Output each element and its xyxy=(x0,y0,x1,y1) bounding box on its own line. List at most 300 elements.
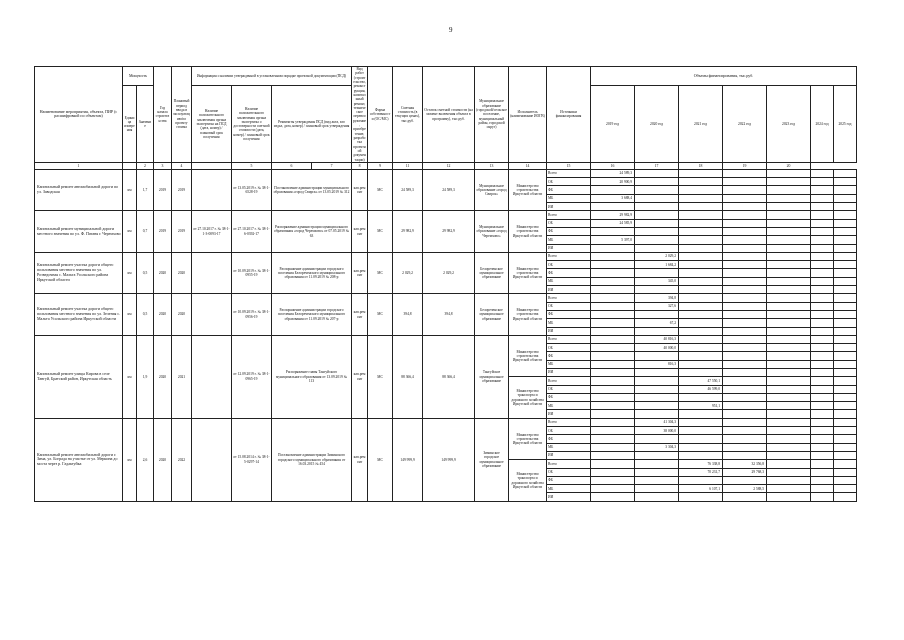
amount-2022 xyxy=(723,335,767,343)
amount-2023 xyxy=(767,261,811,269)
amount-2020 xyxy=(635,460,679,468)
table-row xyxy=(35,252,857,260)
amount-2020 xyxy=(635,236,679,244)
col-number: 15 xyxy=(547,162,591,169)
amount-2022 xyxy=(723,244,767,252)
amount-2023 xyxy=(767,369,811,377)
amount-2023 xyxy=(767,352,811,360)
source-label: МБ xyxy=(547,360,591,368)
amount-2022: 2 588,5 xyxy=(723,485,767,493)
source-label: ИИ xyxy=(547,410,591,418)
amount-2020 xyxy=(635,393,679,401)
amount-2025 xyxy=(834,377,857,385)
source-label: Всего xyxy=(547,335,591,343)
amount-2019 xyxy=(591,302,635,310)
amount-2024 xyxy=(811,236,834,244)
ownership-cell: МС xyxy=(368,418,393,501)
amount-2024 xyxy=(811,169,834,177)
amount-2021 xyxy=(679,369,723,377)
amount-2024 xyxy=(811,393,834,401)
amount-2022 xyxy=(723,410,767,418)
amount-2020: 1 684,2 xyxy=(635,261,679,269)
amount-2025 xyxy=(834,186,857,194)
hdr-positive-expertise: Наличие положительного заключения органа экспертизы на ПСД (дата, номер) / плановый срок получения xyxy=(192,86,232,162)
amount-2020: 816,3 xyxy=(635,360,679,368)
amount-2023 xyxy=(767,169,811,177)
hdr-sources: Источники финансирования xyxy=(547,67,591,163)
amount-2024 xyxy=(811,460,834,468)
amount-2024 xyxy=(811,402,834,410)
amount-2025 xyxy=(834,286,857,294)
col-number: 12 xyxy=(423,162,475,169)
amount-2023 xyxy=(767,327,811,335)
source-label: ФБ xyxy=(547,186,591,194)
amount-2020: 67,2 xyxy=(635,319,679,327)
amount-2024 xyxy=(811,319,834,327)
expertise-cell xyxy=(192,335,232,418)
amount-2025 xyxy=(834,393,857,401)
amount-2023 xyxy=(767,393,811,401)
amount-2025 xyxy=(834,352,857,360)
amount-2021 xyxy=(679,393,723,401)
amount-2025 xyxy=(834,443,857,451)
amount-2021 xyxy=(679,194,723,202)
col-number xyxy=(192,162,232,169)
amount-2021: 6 107,1 xyxy=(679,485,723,493)
expertise-cell: от 27.10.2017 г. № 38-1-1-3-0093-17 xyxy=(192,211,232,252)
executor-cell: Министерство строительства Иркутской области xyxy=(509,294,547,335)
cost-check-cell: от 13.05.2019 г. № 38-1-6528-19 xyxy=(232,169,272,210)
municipality-cell: Тангуйское муниципальное образование xyxy=(475,335,509,418)
amount-2020 xyxy=(635,410,679,418)
value-cell: 1,9 xyxy=(137,335,154,418)
amount-2020: 3 304,3 xyxy=(635,443,679,451)
amount-2022 xyxy=(723,310,767,318)
amount-2021 xyxy=(679,360,723,368)
amount-2024 xyxy=(811,227,834,235)
approval-cell: Распоряжение администрации муниципального образования «город Черемхово» от 07.05.2019 № 63 xyxy=(272,211,352,252)
table-row xyxy=(35,418,857,426)
source-label: ФБ xyxy=(547,476,591,484)
amount-2022 xyxy=(723,302,767,310)
amount-2022 xyxy=(723,269,767,277)
amount-2019 xyxy=(591,485,635,493)
amount-2025 xyxy=(834,493,857,501)
amount-2023 xyxy=(767,203,811,211)
col-number: 17 xyxy=(635,162,679,169)
amount-2022 xyxy=(723,319,767,327)
expertise-cell xyxy=(192,294,232,335)
amount-2021 xyxy=(679,493,723,501)
unit-cell: км xyxy=(123,169,137,210)
hdr-psd-info: Информация о наличии утвержденной в установленном порядке проектной документации (ПСД) xyxy=(192,67,352,86)
municipality-cell: Белореченское муниципальное образование xyxy=(475,294,509,335)
amount-2021 xyxy=(679,169,723,177)
amount-2024 xyxy=(811,261,834,269)
col-number: 20 xyxy=(767,162,811,169)
amount-2022 xyxy=(723,236,767,244)
amount-2025 xyxy=(834,418,857,426)
hdr-executor: Исполнитель (наименование ИОГВ) xyxy=(509,67,547,163)
amount-2021 xyxy=(679,418,723,426)
amount-2019 xyxy=(591,227,635,235)
amount-2024 xyxy=(811,327,834,335)
estimate-cell: 2 029,2 xyxy=(393,252,423,293)
amount-2021 xyxy=(679,435,723,443)
object-name: Капитальный ремонт автомобильной дороги г. Зима, ул. Бограда на участке от ул. Меркина до моста через р. Гадактуйка xyxy=(35,418,123,501)
amount-2019 xyxy=(591,377,635,385)
approval-cell: Распоряжение главы Тангуйского муниципального образования от 13.09.2019 № 113 xyxy=(272,335,352,418)
amount-2025 xyxy=(834,194,857,202)
amount-2022: 29 768,3 xyxy=(723,468,767,476)
amount-2023 xyxy=(767,402,811,410)
amount-2021 xyxy=(679,286,723,294)
source-label: ОБ xyxy=(547,344,591,352)
amount-2019 xyxy=(591,468,635,476)
amount-2024 xyxy=(811,310,834,318)
start-year-cell: 2020 xyxy=(154,252,172,293)
amount-2023 xyxy=(767,476,811,484)
amount-2024 xyxy=(811,468,834,476)
start-year-cell: 2019 xyxy=(154,211,172,252)
amount-2025 xyxy=(834,302,857,310)
amount-2021 xyxy=(679,244,723,252)
source-label: ФБ xyxy=(547,310,591,318)
unit-cell: км xyxy=(123,294,137,335)
amount-2025 xyxy=(834,269,857,277)
hdr-unit: Единица измерения xyxy=(123,86,137,162)
estimate-cell: 88 366,4 xyxy=(393,335,423,418)
plan-year-cell: 2019 xyxy=(172,169,192,210)
col-number: 5 xyxy=(232,162,272,169)
amount-2022 xyxy=(723,169,767,177)
source-label: МБ xyxy=(547,402,591,410)
amount-2025 xyxy=(834,410,857,418)
amount-2021 xyxy=(679,335,723,343)
amount-2021: 47 550,1 xyxy=(679,377,723,385)
approval-cell: Распоряжение администрации городского поселения Белореченского муниципального образования от 11.09.2019 № 208-р xyxy=(272,252,352,293)
amount-2025 xyxy=(834,211,857,219)
amount-2019 xyxy=(591,335,635,343)
source-label: МБ xyxy=(547,319,591,327)
amount-2020 xyxy=(635,310,679,318)
amount-2023 xyxy=(767,360,811,368)
amount-2024 xyxy=(811,252,834,260)
amount-2022 xyxy=(723,261,767,269)
amount-2023 xyxy=(767,344,811,352)
amount-2019 xyxy=(591,402,635,410)
amount-2025 xyxy=(834,476,857,484)
hdr-start-year: Год начала строительства xyxy=(154,67,172,163)
amount-2021 xyxy=(679,327,723,335)
approval-cell: Распоряжение администрации городского поселения Белореченского муниципального образования от 11.09.2019 № 207-р xyxy=(272,294,352,335)
amount-2019 xyxy=(591,451,635,459)
object-name: Капитальный ремонт участка дороги общего пользования местного значения по ул. Зеленая с. Мальта Усольского района Иркутской области xyxy=(35,294,123,335)
table-row xyxy=(35,335,857,343)
amount-2025 xyxy=(834,294,857,302)
hdr-value: Значение xyxy=(137,86,154,162)
works-type-cell: кап.ремонт xyxy=(352,294,368,335)
hdr-approval-details: Реквизиты утверждения ПСД (вид акта, кто издал, дата, номер) / плановый срок утверждения xyxy=(272,86,352,162)
amount-2020: 38 000,0 xyxy=(635,427,679,435)
amount-2023 xyxy=(767,286,811,294)
cost-check-cell: от 15.08.2014 г. № 38-1-5-0297-14 xyxy=(232,418,272,501)
amount-2025 xyxy=(834,485,857,493)
table-row xyxy=(35,211,857,219)
remaining-cell: 394,8 xyxy=(423,294,475,335)
hdr-year-4: 2023 год xyxy=(767,86,811,162)
amount-2021 xyxy=(679,203,723,211)
executor-cell: Министерство строительства Иркутской области xyxy=(509,211,547,252)
amount-2023 xyxy=(767,178,811,186)
amount-2024 xyxy=(811,427,834,435)
amount-2024 xyxy=(811,203,834,211)
start-year-cell: 2019 xyxy=(154,169,172,210)
amount-2021 xyxy=(679,219,723,227)
source-label: ОБ xyxy=(547,178,591,186)
amount-2019 xyxy=(591,269,635,277)
amount-2019: 24 589,3 xyxy=(591,169,635,177)
source-label: ИИ xyxy=(547,244,591,252)
amount-2019 xyxy=(591,418,635,426)
source-label: ОБ xyxy=(547,261,591,269)
amount-2025 xyxy=(834,252,857,260)
amount-2021 xyxy=(679,252,723,260)
amount-2022 xyxy=(723,385,767,393)
col-number: 7 xyxy=(312,162,352,169)
source-label: Всего xyxy=(547,377,591,385)
works-type-cell: кап.ремонт xyxy=(352,252,368,293)
amount-2020 xyxy=(635,203,679,211)
amount-2022 xyxy=(723,402,767,410)
municipality-cell: Белореченское муниципальное образование xyxy=(475,252,509,293)
amount-2020: 40 816,3 xyxy=(635,335,679,343)
amount-2020: 345,0 xyxy=(635,277,679,285)
amount-2022 xyxy=(723,252,767,260)
amount-2024 xyxy=(811,451,834,459)
amount-2019 xyxy=(591,410,635,418)
amount-2019 xyxy=(591,385,635,393)
works-type-cell: кап.ремонт xyxy=(352,418,368,501)
amount-2025 xyxy=(834,178,857,186)
plan-year-cell: 2020 xyxy=(172,252,192,293)
source-label: ИИ xyxy=(547,286,591,294)
amount-2020 xyxy=(635,352,679,360)
amount-2019: 20 900,9 xyxy=(591,178,635,186)
remaining-cell: 24 589,3 xyxy=(423,169,475,210)
amount-2025 xyxy=(834,236,857,244)
amount-2022 xyxy=(723,227,767,235)
amount-2025 xyxy=(834,203,857,211)
amount-2021 xyxy=(679,302,723,310)
amount-2022 xyxy=(723,194,767,202)
amount-2025 xyxy=(834,435,857,443)
ownership-cell: МС xyxy=(368,169,393,210)
source-label: ОБ xyxy=(547,468,591,476)
start-year-cell: 2020 xyxy=(154,335,172,418)
amount-2020 xyxy=(635,485,679,493)
col-number: 14 xyxy=(509,162,547,169)
amount-2019 xyxy=(591,203,635,211)
col-number: 11 xyxy=(393,162,423,169)
amount-2023 xyxy=(767,302,811,310)
source-label: Всего xyxy=(547,211,591,219)
amount-2019 xyxy=(591,360,635,368)
amount-2024 xyxy=(811,186,834,194)
col-number: 1 xyxy=(35,162,123,169)
source-label: ИИ xyxy=(547,451,591,459)
amount-2023 xyxy=(767,385,811,393)
amount-2020 xyxy=(635,468,679,476)
amount-2021 xyxy=(679,277,723,285)
amount-2021 xyxy=(679,294,723,302)
amount-2020 xyxy=(635,451,679,459)
amount-2020 xyxy=(635,227,679,235)
municipality-cell: Муниципальное образование «город Свирск» xyxy=(475,169,509,210)
amount-2022 xyxy=(723,178,767,186)
hdr-year-0: 2019 год xyxy=(591,86,635,162)
amount-2025 xyxy=(834,335,857,343)
amount-2024 xyxy=(811,335,834,343)
amount-2021 xyxy=(679,236,723,244)
amount-2023 xyxy=(767,335,811,343)
amount-2022 xyxy=(723,360,767,368)
amount-2019 xyxy=(591,294,635,302)
source-label: ФБ xyxy=(547,435,591,443)
amount-2020 xyxy=(635,194,679,202)
amount-2022 xyxy=(723,286,767,294)
amount-2023 xyxy=(767,418,811,426)
executor-cell: Министерство транспорта и дорожного хозяйства Иркутской области xyxy=(509,377,547,418)
estimate-cell: 29 982,9 xyxy=(393,211,423,252)
ownership-cell: МС xyxy=(368,211,393,252)
amount-2021 xyxy=(679,451,723,459)
amount-2021 xyxy=(679,319,723,327)
amount-2022 xyxy=(723,393,767,401)
amount-2023 xyxy=(767,277,811,285)
amount-2021: 46 599,0 xyxy=(679,385,723,393)
amount-2020 xyxy=(635,327,679,335)
amount-2020: 394,8 xyxy=(635,294,679,302)
value-cell: 2,6 xyxy=(137,418,154,501)
col-number: 2 xyxy=(137,162,154,169)
amount-2024 xyxy=(811,385,834,393)
start-year-cell: 2020 xyxy=(154,418,172,501)
source-label: ФБ xyxy=(547,269,591,277)
amount-2025 xyxy=(834,310,857,318)
amount-2021 xyxy=(679,269,723,277)
amount-2019 xyxy=(591,186,635,194)
amount-2020: 327,6 xyxy=(635,302,679,310)
value-cell: 0,7 xyxy=(137,211,154,252)
object-name: Капитальный ремонт участка дороги общего пользования местного значения по ул. Розведочная с. Мальта Усольского района Иркутской области xyxy=(35,252,123,293)
executor-cell: Министерство строительства Иркутской области xyxy=(509,252,547,293)
amount-2019 xyxy=(591,352,635,360)
amount-2021 xyxy=(679,227,723,235)
amount-2025 xyxy=(834,385,857,393)
amount-2020 xyxy=(635,244,679,252)
amount-2019: 24 585,9 xyxy=(591,219,635,227)
hdr-works-type: Вид работ (строительство, реконструкция, капитальный ремонт, техническое перевооружение, приобретение, разработка проектной документации) xyxy=(353,67,367,162)
estimate-cell: 24 589,3 xyxy=(393,169,423,210)
amount-2021: 70 231,7 xyxy=(679,468,723,476)
expertise-cell xyxy=(192,169,232,210)
hdr-municipality: Муниципальное образование (городской/сельское поселение, муниципальный район, городской округ) xyxy=(475,67,509,163)
amount-2022 xyxy=(723,427,767,435)
amount-2023 xyxy=(767,244,811,252)
source-label: МБ xyxy=(547,443,591,451)
amount-2023 xyxy=(767,410,811,418)
col-number xyxy=(123,162,137,169)
amount-2022 xyxy=(723,369,767,377)
ownership-cell: МС xyxy=(368,252,393,293)
object-name: Капитальный ремонт улицы Кирова в селе Тангуй, Братский район, Иркутская область xyxy=(35,335,123,418)
source-label: ФБ xyxy=(547,227,591,235)
amount-2020 xyxy=(635,369,679,377)
amount-2023 xyxy=(767,211,811,219)
hdr-ownership: Форма собственности (ОС/МС) xyxy=(368,67,393,163)
amount-2019 xyxy=(591,261,635,269)
col-number: 6 xyxy=(272,162,312,169)
ownership-cell: МС xyxy=(368,294,393,335)
amount-2021 xyxy=(679,186,723,194)
amount-2024 xyxy=(811,286,834,294)
amount-2023 xyxy=(767,443,811,451)
table-row xyxy=(35,294,857,302)
source-label: ИИ xyxy=(547,493,591,501)
amount-2019 xyxy=(591,252,635,260)
amount-2021 xyxy=(679,310,723,318)
amount-2020 xyxy=(635,385,679,393)
amount-2020: 41 304,3 xyxy=(635,418,679,426)
hdr-remaining-cost: Остаток сметной стоимости (на момент включения объекта в программу), тыс.руб. xyxy=(423,67,475,163)
amount-2022 xyxy=(723,435,767,443)
unit-cell: км xyxy=(123,252,137,293)
amount-2019 xyxy=(591,435,635,443)
amount-2022 xyxy=(723,294,767,302)
amount-2025 xyxy=(834,427,857,435)
col-number: 16 xyxy=(591,162,635,169)
col-number: 9 xyxy=(368,162,393,169)
expertise-cell xyxy=(192,418,232,501)
amount-2021: 76 338,8 xyxy=(679,460,723,468)
amount-2023 xyxy=(767,269,811,277)
municipality-cell: Зиминское городское муниципальное образование xyxy=(475,418,509,501)
amount-2022 xyxy=(723,203,767,211)
amount-2023 xyxy=(767,435,811,443)
amount-2023 xyxy=(767,485,811,493)
hdr-estimated-cost: Сметная стоимость (в текущих ценах), тыс.руб. xyxy=(393,67,423,163)
col-number: 3 xyxy=(154,162,172,169)
amount-2025 xyxy=(834,219,857,227)
amount-2022 xyxy=(723,219,767,227)
amount-2024 xyxy=(811,493,834,501)
amount-2019 xyxy=(591,427,635,435)
amount-2020 xyxy=(635,169,679,177)
works-type-cell: кап.ремонт xyxy=(352,211,368,252)
cost-check-cell: от 10.09.2019 г. № 38-1-0956-19 xyxy=(232,294,272,335)
amount-2024 xyxy=(811,435,834,443)
table-row xyxy=(35,169,857,177)
amount-2019 xyxy=(591,393,635,401)
amount-2024 xyxy=(811,352,834,360)
page-number: 9 xyxy=(449,26,453,34)
source-label: Всего xyxy=(547,252,591,260)
value-cell: 0,5 xyxy=(137,294,154,335)
source-label: МБ xyxy=(547,485,591,493)
amount-2024 xyxy=(811,294,834,302)
source-label: Всего xyxy=(547,294,591,302)
